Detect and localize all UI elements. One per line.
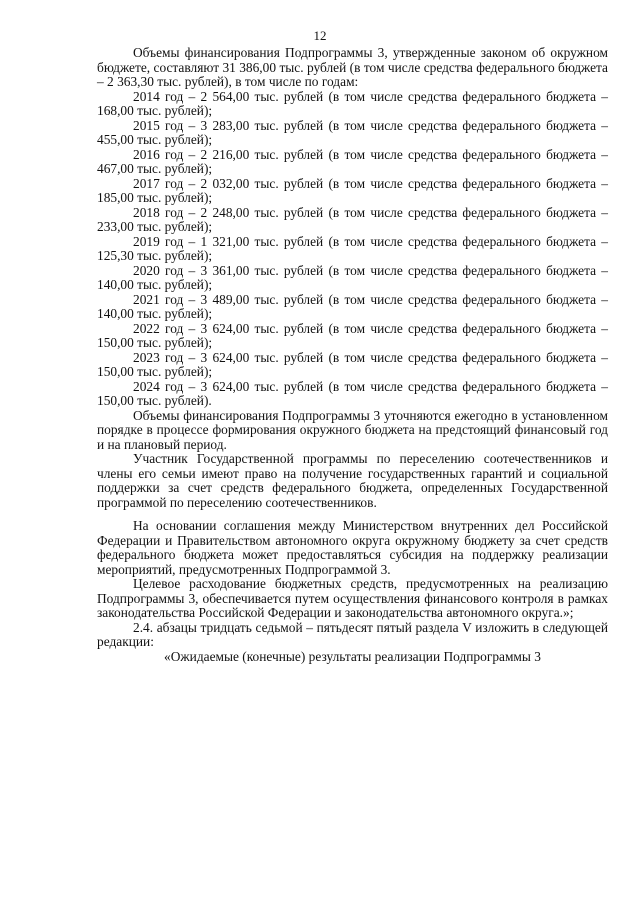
year-2019-paragraph: 2019 год – 1 321,00 тыс. рублей (в том числе средства федерального бюджета – 125,30 тыс. рублей); (97, 233, 608, 263)
financing-clarification-paragraph: Объемы финансирования Подпрограммы 3 уточняются ежегодно в установленном порядке в процессе формирования окружного бюджета на предстоящий финансовый год и на плановый период. (97, 407, 608, 452)
amendment-paragraph: 2.4. абзацы тридцать седьмой – пятьдесят пятый раздела V изложить в следующей редакции: (97, 619, 608, 649)
year-2023-paragraph: 2023 год – 3 624,00 тыс. рублей (в том числе средства федерального бюджета – 150,00 тыс. рублей); (97, 349, 608, 379)
subsidy-agreement-paragraph: На основании соглашения между Министерством внутренних дел Российской Федерации и Правительством автономного округа окружному бюджету за счет средств федерального бюджета может предоставляться субсидия на поддержку реализации мероприятий, предусмотренных Подпрограммой 3. (97, 518, 608, 577)
page-number: 12 (313, 28, 327, 43)
year-2021-paragraph: 2021 год – 3 489,00 тыс. рублей (в том числе средства федерального бюджета – 140,00 тыс. рублей); (97, 291, 608, 321)
year-2020-paragraph: 2020 год – 3 361,00 тыс. рублей (в том числе средства федерального бюджета – 140,00 тыс. рублей); (97, 262, 608, 292)
year-2018-paragraph: 2018 год – 2 248,00 тыс. рублей (в том числе средства федерального бюджета – 233,00 тыс. рублей); (97, 204, 608, 234)
year-2014-paragraph: 2014 год – 2 564,00 тыс. рублей (в том числе средства федерального бюджета – 168,00 тыс. рублей); (97, 88, 608, 118)
year-2024-paragraph: 2024 год – 3 624,00 тыс. рублей (в том числе средства федерального бюджета – 150,00 тыс. рублей). (97, 378, 608, 408)
year-2015-paragraph: 2015 год – 3 283,00 тыс. рублей (в том числе средства федерального бюджета – 455,00 тыс. рублей); (97, 117, 608, 147)
year-2017-paragraph: 2017 год – 2 032,00 тыс. рублей (в том числе средства федерального бюджета – 185,00 тыс. рублей); (97, 175, 608, 205)
participant-guarantees-paragraph: Участник Государственной программы по переселению соотечественников и члены его семьи имеют право на получение государственных гарантий и социальной поддержки за счет средств федерального бюджета, определенных Государственной программой по переселению соотечественников. (97, 451, 608, 510)
expected-results-heading: «Ожидаемые (конечные) результаты реализации Подпрограммы 3 (164, 648, 541, 664)
year-2016-paragraph: 2016 год – 2 216,00 тыс. рублей (в том числе средства федерального бюджета – 467,00 тыс. рублей); (97, 146, 608, 176)
year-2022-paragraph: 2022 год – 3 624,00 тыс. рублей (в том числе средства федерального бюджета – 150,00 тыс. рублей); (97, 320, 608, 350)
document-body (97, 46, 608, 664)
target-spending-paragraph: Целевое расходование бюджетных средств, предусмотренных на реализацию Подпрограммы 3, обеспечивается путем осуществления финансового контроля в рамках законодательства Российской Федерации и законодательства автономного округа.»; (97, 576, 608, 620)
financing-summary-paragraph: Объемы финансирования Подпрограммы 3, утвержденные законом об окружном бюджете, составляют 31 386,00 тыс. рублей (в том числе средства федерального бюджета – 2 363,30 тыс. рублей), в том числе по годам: (97, 45, 608, 89)
